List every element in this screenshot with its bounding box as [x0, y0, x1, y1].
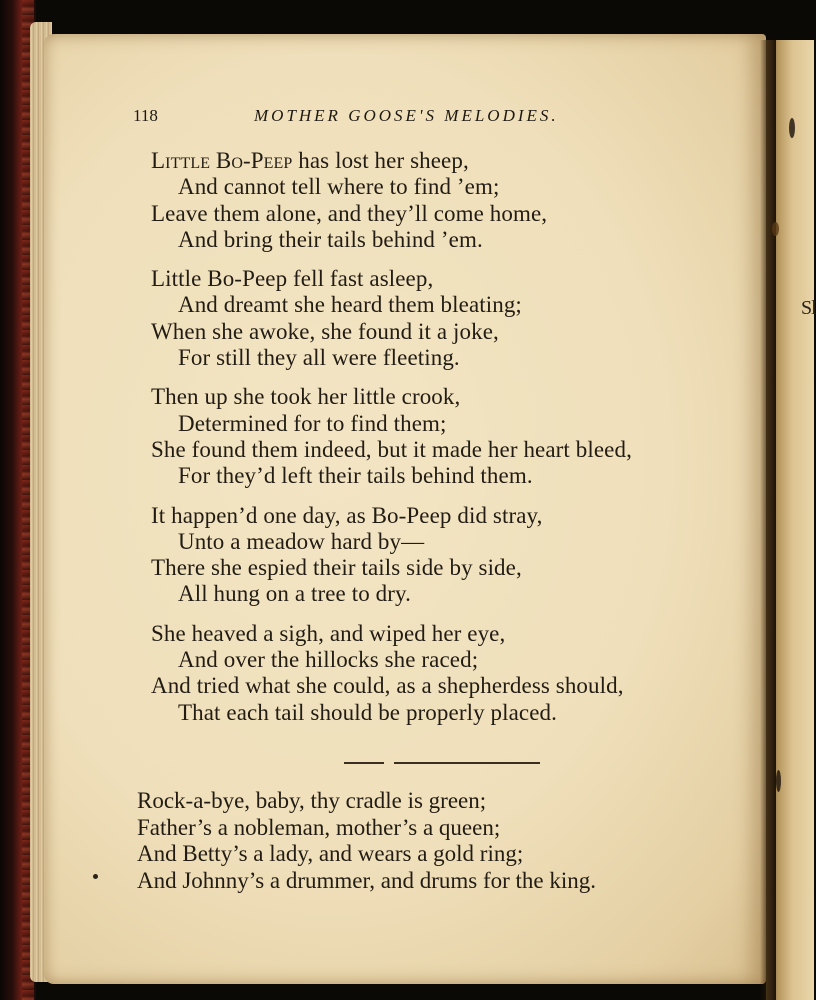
poem-line: There she espied their tails side by side, [151, 555, 522, 581]
poem-line: And dreamt she heard them bleating; [178, 292, 522, 318]
rhyme-line: And Johnny’s a drummer, and drums for the king. [137, 867, 597, 893]
poem-line: For they’d left their tails behind them. [178, 463, 533, 489]
running-head: MOTHER GOOSE'S MELODIES. [254, 106, 559, 125]
poem-line: That each tail should be properly placed. [178, 699, 557, 725]
poem-line: And bring their tails behind ’em. [178, 226, 483, 252]
poem-line: Little Bo-Peep has lost her sheep, [151, 148, 469, 173]
stanza [151, 266, 632, 371]
stanza [151, 503, 632, 608]
rhyme-line: And Betty’s a lady, and wears a gold ring; [137, 841, 524, 866]
paper-spot [772, 222, 779, 236]
gutter-shadow [760, 40, 776, 1000]
poem-line: She heaved a sigh, and wiped her eye, [151, 620, 506, 646]
facing-page-text: Sl [801, 297, 816, 319]
bo-peep-poem [151, 148, 632, 739]
poem-line: All hung on a tree to dry. [178, 581, 411, 607]
section-divider [344, 762, 540, 764]
poem-line: Leave them alone, and they’ll come home, [151, 200, 548, 226]
stanza [151, 148, 632, 253]
page-header [0, 100, 814, 130]
stanza [151, 621, 632, 726]
poem-line: When she awoke, she found it a joke, [151, 318, 499, 344]
margin-dot [93, 874, 98, 879]
stanza [151, 384, 632, 489]
poem-line: For still they all were fleeting. [178, 345, 460, 371]
poem-line: And over the hillocks she raced; [178, 647, 479, 673]
poem-line: And tried what she could, as a shepherdess should, [151, 673, 624, 699]
poem-line: Little Bo-Peep fell fast asleep, [151, 266, 434, 292]
paper-spot [776, 770, 781, 792]
poem-line: She found them indeed, but it made her heart bleed, [151, 436, 632, 462]
rhyme-line: Father’s a nobleman, mother’s a queen; [137, 814, 501, 840]
rhyme-line: Rock-a-bye, baby, thy cradle is green; [137, 788, 487, 813]
rock-a-bye-rhyme [137, 788, 596, 894]
page-number: 118 [133, 106, 158, 125]
poem-line: And cannot tell where to find ’em; [178, 174, 500, 200]
poem-line: It happen’d one day, as Bo-Peep did stray, [151, 502, 543, 528]
poem-line: Then up she took her little crook, [151, 384, 461, 410]
poem-line: Unto a meadow hard by— [178, 528, 425, 554]
poem-line: Determined for to find them; [178, 410, 447, 436]
